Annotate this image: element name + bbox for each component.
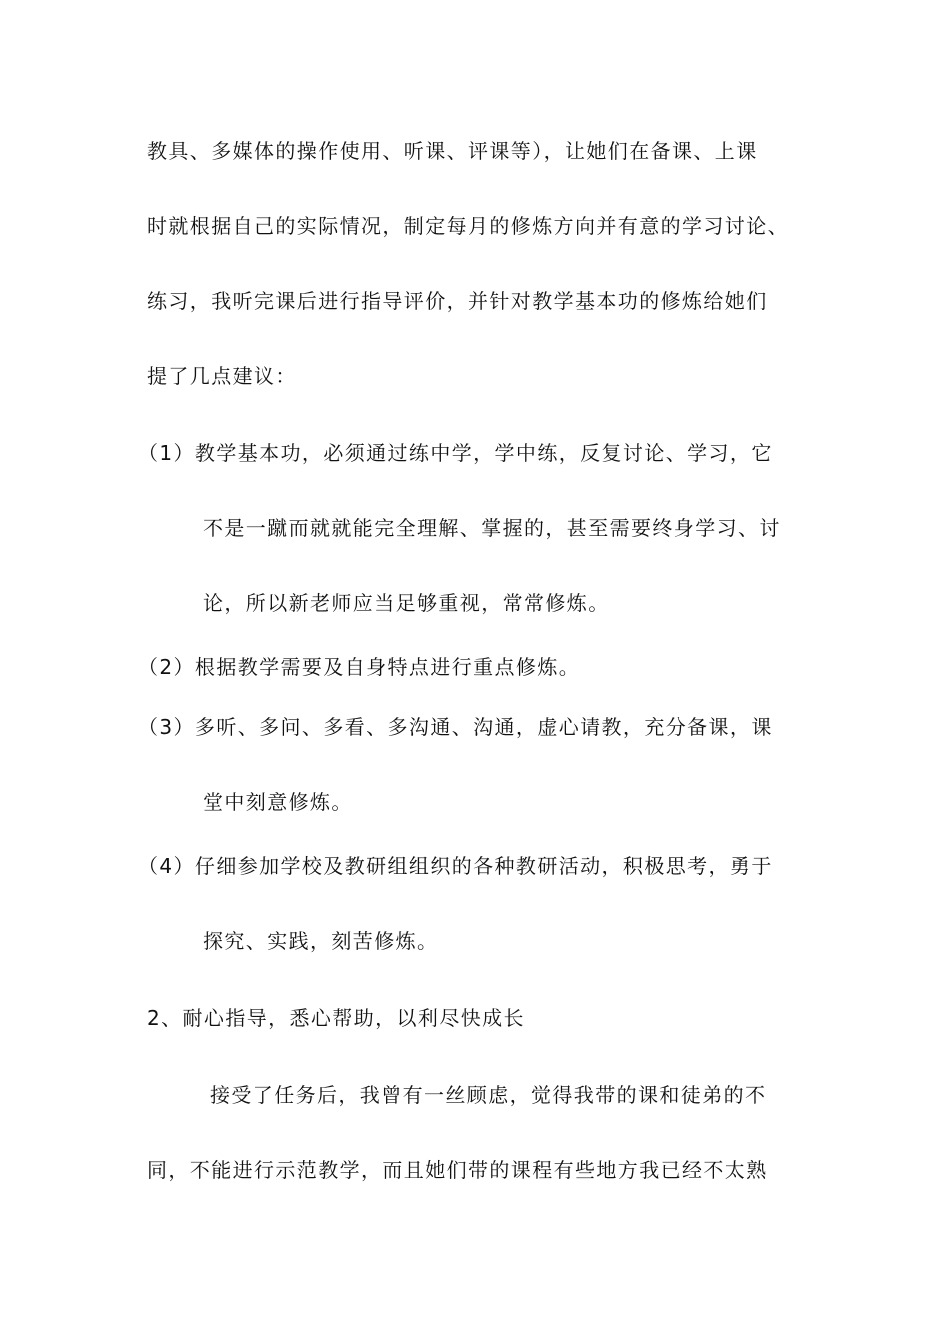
- list-item-2: （2）根据教学需要及自身特点进行重点修炼。: [138, 655, 581, 679]
- paragraph-line-3: 练习，我听完课后进行指导评价，并针对教学基本功的修炼给她们: [147, 289, 768, 313]
- paragraph-line-2: 时就根据自己的实际情况，制定每月的修炼方向并有意的学习讨论、: [147, 214, 789, 238]
- list-item-3-line-1: （3）多听、多问、多看、多沟通、沟通，虚心请教，充分备课，课: [138, 715, 773, 739]
- paragraph-2-line-2: 同，不能进行示范教学，而且她们带的课程有些地方我已经不太熟: [147, 1158, 768, 1182]
- list-item-1-line-1: （1）教学基本功，必须通过练中学，学中练，反复讨论、学习，它: [138, 441, 773, 465]
- list-item-3-line-2: 堂中刻意修炼。: [203, 790, 353, 814]
- list-item-1-line-2: 不是一蹴而就就能完全理解、掌握的，甚至需要终身学习、讨: [203, 516, 781, 540]
- paragraph-line-4: 提了几点建议：: [147, 364, 297, 388]
- paragraph-2-line-1: 接受了任务后，我曾有一丝顾虑，觉得我带的课和徒弟的不: [210, 1083, 767, 1107]
- list-item-1-line-3: 论，所以新老师应当足够重视，常常修炼。: [203, 591, 610, 615]
- section-heading: 2、耐心指导，悉心帮助，以利尽快成长: [147, 1006, 525, 1030]
- paragraph-line-1: 教具、多媒体的操作使用、听课、评课等），让她们在备课、上课: [147, 139, 758, 163]
- list-item-4-line-1: （4）仔细参加学校及教研组组织的各种教研活动，积极思考，勇于: [138, 854, 773, 878]
- list-item-4-line-2: 探究、实践，刻苦修炼。: [203, 929, 439, 953]
